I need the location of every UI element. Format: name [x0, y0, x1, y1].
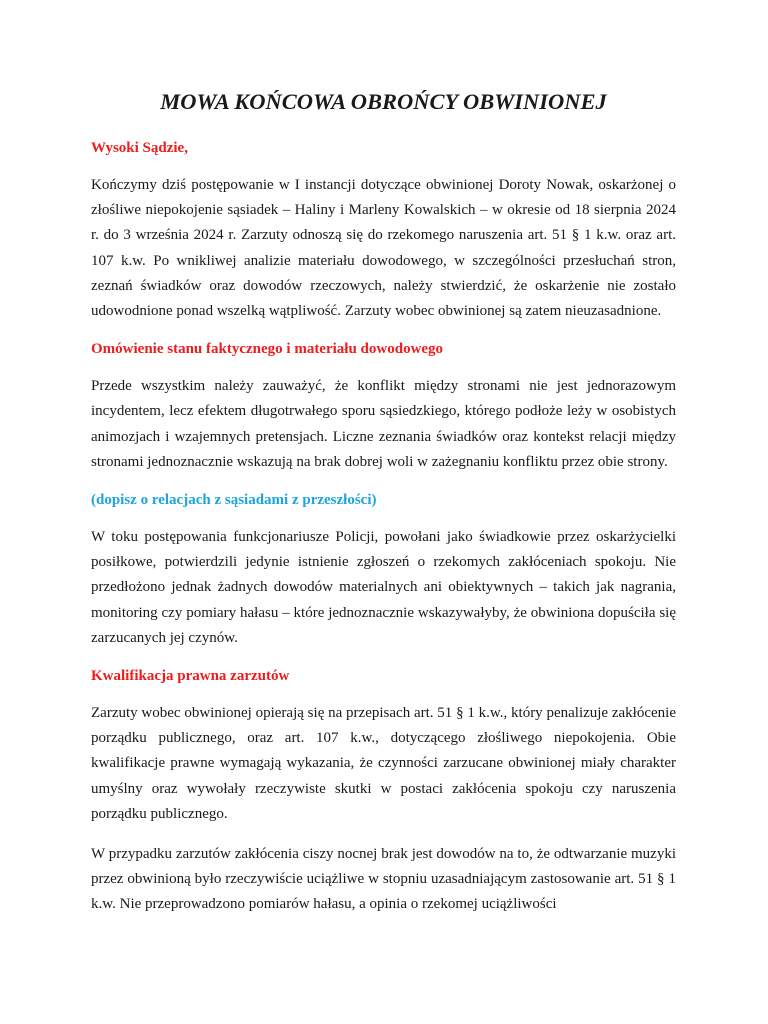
- legal-paragraph-1: Zarzuty wobec obwinionej opierają się na przepisach art. 51 § 1 k.w., który penalizuje zakłócenie porządku publicznego, oraz art. 107 k.w., dotyczącego złośliwego niepokojenia. Obie kwalifikacje prawne wymagają wykazania, że czynności zarzucane obwinionej miały charakter umyślny oraz wywołały rzeczywiste skutki w postaci zakłócenia spokoju czy naruszenia porządku publicznego.: [91, 705, 676, 822]
- section-heading-legal: Kwalifikacja prawna zarzutów: [91, 668, 290, 685]
- intro-paragraph: Kończymy dziś postępowanie w I instancji dotyczące obwinionej Doroty Nowak, oskarżonej o złośliwe niepokojenie sąsiadek – Haliny i Marleny Kowalskich – w okresie od 18 sierpnia 2024 r. do 3 września 2024 r. Zarzuty odnoszą się do rzekomego naruszenia art. 51 § 1 k.w. oraz art. 107 k.w. Po wnikliwej analizie materiału dowodowego, w szczególności przesłuchań stron, zeznań świadków oraz dowodów rzeczowych, należy stwierdzić, że oskarżenie nie zostało udowodnione ponad wszelką wątpliwość. Zarzuty wobec obwinionej są zatem nieuzasadnione.: [91, 177, 676, 320]
- document-title: MOWA KOŃCOWA OBROŃCY OBWINIONEJ: [160, 89, 607, 114]
- document-page: [91, 0, 676, 918]
- section-heading-facts: Omówienie stanu faktycznego i materiału dowodowego: [91, 341, 444, 358]
- salutation: Wysoki Sądzie,: [91, 140, 188, 156]
- facts-paragraph-2: W toku postępowania funkcjonariusze Policji, powołani jako świadkowie przez oskarżycielki posiłkowe, potwierdzili jedynie istnienie zgłoszeń o rzekomych zakłóceniach spokoju. Nie przedłożono jednak żadnych dowodów materialnych ani obiektywnych – takich jak nagrania, monitoring czy pomiary hałasu – które jednoznacznie wskazywałyby, że obwiniona dopuściła się zarzucanych jej czynów.: [91, 529, 676, 646]
- facts-paragraph-1: Przede wszystkim należy zauważyć, że konflikt między stronami nie jest jednorazowym incydentem, lecz efektem długotrwałego sporu sąsiedzkiego, którego podłoże leży w osobistych animozjach i wzajemnych pretensjach. Liczne zeznania świadków oraz kontekst relacji między stronami jednoznacznie wskazują na brak dobrej woli w zażegnaniu konfliktu przez obie strony.: [91, 378, 676, 470]
- legal-paragraph-2: W przypadku zarzutów zakłócenia ciszy nocnej brak jest dowodów na to, że odtwarzanie muzyki przez obwinioną było rzeczywiście uciążliwe w stopniu uzasadniającym zastosowanie art. 51 § 1 k.w. Nie przeprowadzono pomiarów hałasu, a opinia o rzekomej uciążliwości: [91, 846, 676, 913]
- editor-note: (dopisz o relacjach z sąsiadami z przeszłości): [91, 492, 377, 509]
